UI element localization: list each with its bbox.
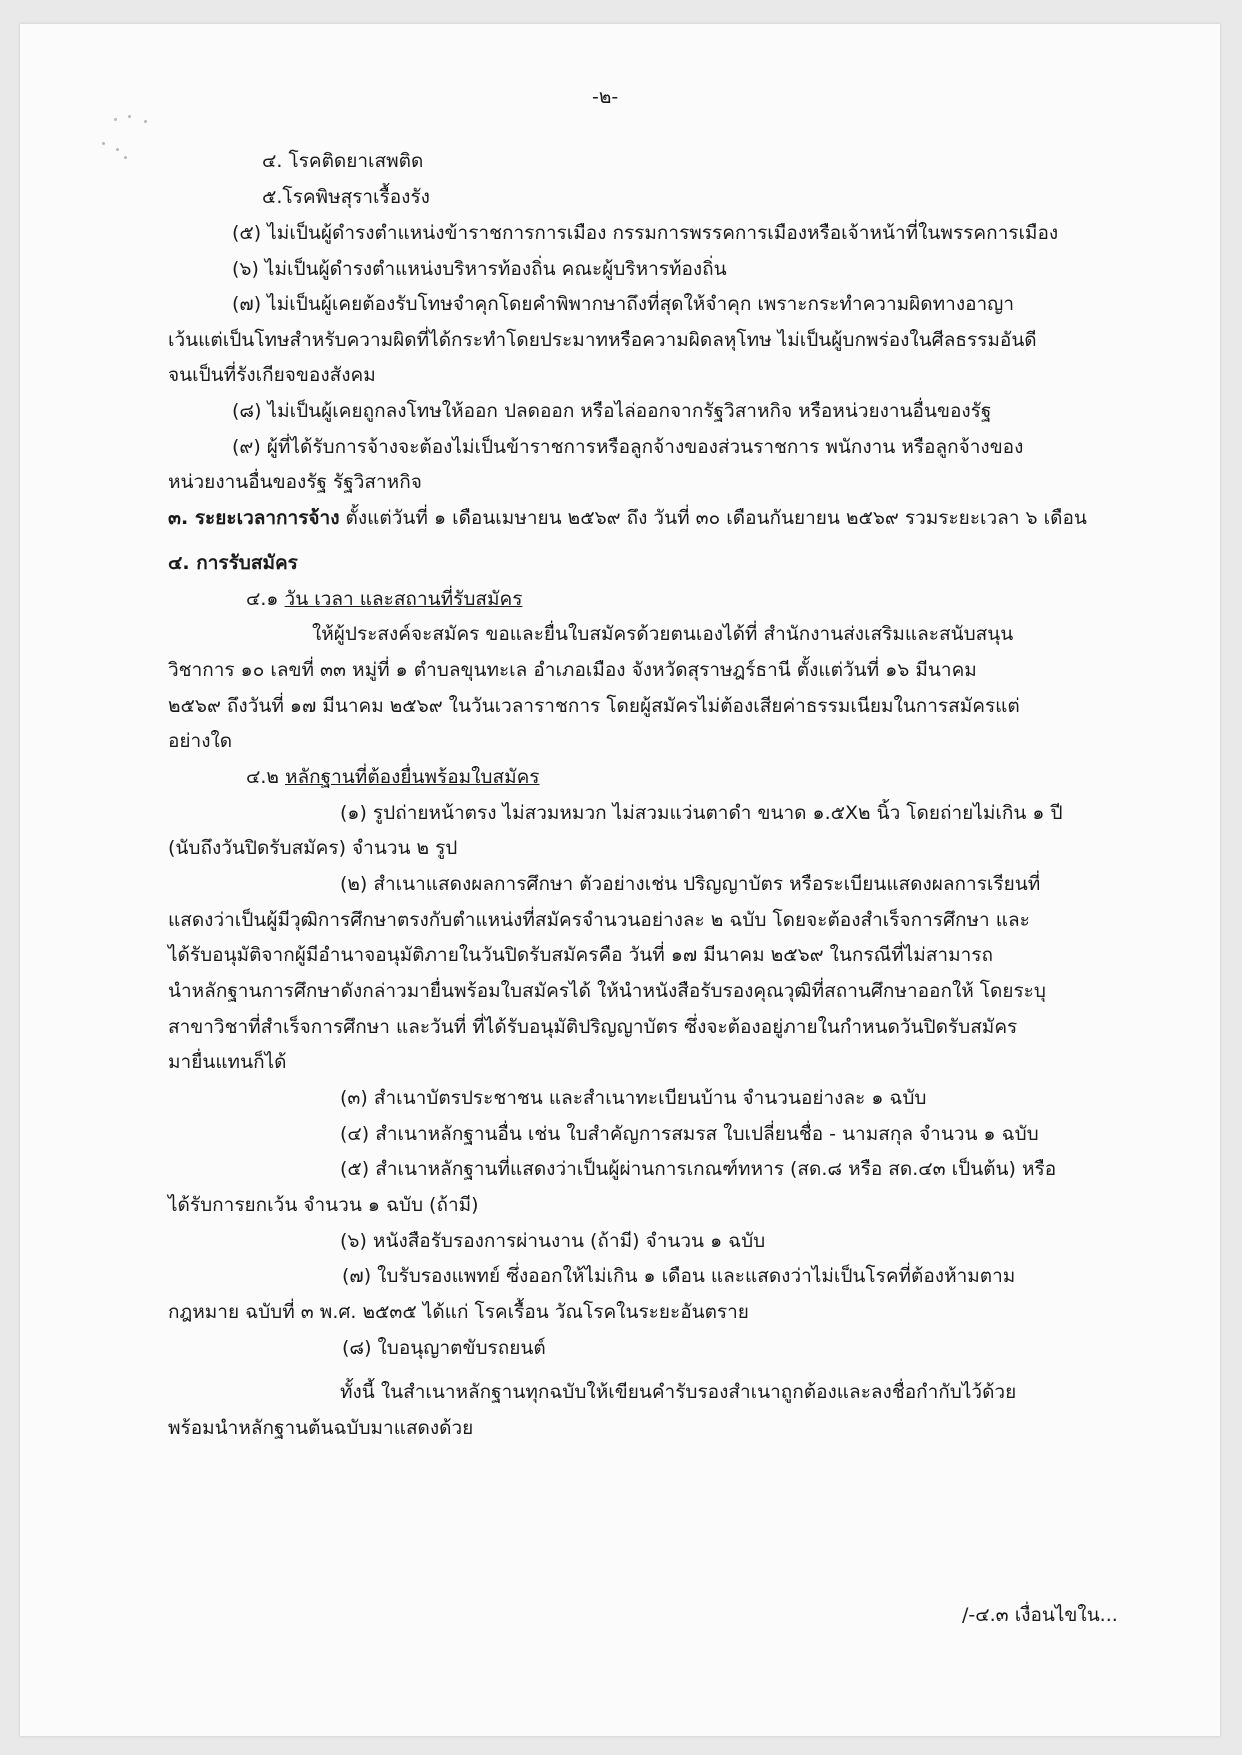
line-14: ให้ผู้ประสงค์จะสมัคร ขอและยื่นใบสมัครด้วยตนเองได้ที่ สำนักงานส่งเสริมและสนับสนุน [312,623,1014,645]
line-22: แสดงว่าเป็นผู้มีวุฒิการศึกษาตรงกับตำแหน่งที่สมัครจำนวนอย่างละ ๒ ฉบับ โดยจะต้องสำเร็จการศึกษา และ [168,909,1030,931]
line-18 [246,764,540,790]
line-20: (นับถึงวันปิดรับสมัคร) จำนวน ๒ รูป [168,837,458,859]
subsection-4-2-number: ๔.๒ [246,766,285,788]
line-3: (๕) ไม่เป็นผู้ดำรงตำแหน่งข้าราชการการเมือง กรรมการพรรคการเมืองหรือเจ้าหน้าที่ในพรรคการเมือง [232,222,1059,244]
page-number: -๒- [592,86,619,108]
section-4-heading: ๔. การรับสมัคร [168,552,298,574]
line-10: หน่วยงานอื่นของรัฐ รัฐวิสาหกิจ [168,471,422,493]
line-21: (๒) สำเนาแสดงผลการศึกษา ตัวอย่างเช่น ปริญญาบัตร หรือระเบียนแสดงผลการเรียนที่ [340,873,1041,895]
line-24: นำหลักฐานการศึกษาดังกล่าวมายื่นพร้อมใบสมัครได้ ให้นำหนังสือรับรองคุณวุฒิที่สถานศึกษาออกให้ โดยระบุ [168,980,1046,1002]
line-5: (๗) ไม่เป็นผู้เคยต้องรับโทษจำคุกโดยคำพิพากษาถึงที่สุดให้จำคุก เพราะกระทำความผิดทางอาญา [232,293,1015,315]
line-36: พร้อมนำหลักฐานต้นฉบับมาแสดงด้วย [168,1417,474,1439]
subsection-4-1-number: ๔.๑ [246,588,285,610]
continuation-note: /-๔.๓ เงื่อนไขใน... [962,1604,1118,1626]
line-26: มายื่นแทนก็ได้ [168,1051,287,1073]
line-19: (๑) รูปถ่ายหน้าตรง ไม่สวมหมวก ไม่สวมแว่นตาดำ ขนาด ๑.๕X๒ นิ้ว โดยถ่ายไม่เกิน ๑ ปี [340,802,1063,824]
line-30: ได้รับการยกเว้น จำนวน ๑ ฉบับ (ถ้ามี) [168,1194,479,1216]
line-2: ๕.โรคพิษสุราเรื้องรัง [262,186,430,208]
line-23: ได้รับอนุมัติจากผู้มีอำนาจอนุมัติภายในวันปิดรับสมัครคือ วันที่ ๑๗ มีนาคม ๒๕๖๙ ในกรณีที่ไม่สามารถ [168,944,993,966]
employment-period-heading: ๓. ระยะเวลาการจ้าง [168,507,340,529]
subsection-4-2-title: หลักฐานที่ต้องยื่นพร้อมใบสมัคร [284,766,540,788]
line-8: (๘) ไม่เป็นผู้เคยถูกลงโทษให้ออก ปลดออก หรือไล่ออกจากรัฐวิสาหกิจ หรือหน่วยงานอื่นของรัฐ [232,400,992,422]
scan-specks [110,112,170,172]
subsection-4-1-title: วัน เวลา และสถานที่รับสมัคร [284,588,523,610]
line-13 [246,586,522,612]
line-11 [168,505,1087,531]
line-9: (๙) ผู้ที่ได้รับการจ้างจะต้องไม่เป็นข้าราชการหรือลูกจ้างของส่วนราชการ พนักงาน หรือลูกจ้างของ [232,436,1024,458]
line-28: (๔) สำเนาหลักฐานอื่น เช่น ใบสำคัญการสมรส ใบเปลี่ยนชื่อ - นามสกุล จำนวน ๑ ฉบับ [340,1123,1039,1145]
document-page [20,24,1220,1736]
line-17: อย่างใด [168,730,233,752]
line-34: (๘) ใบอนุญาตขับรถยนต์ [342,1337,546,1359]
line-31: (๖) หนังสือรับรองการผ่านงาน (ถ้ามี) จำนวน ๑ ฉบับ [340,1230,766,1252]
line-25: สาขาวิชาที่สำเร็จการศึกษา และวันที่ ที่ได้รับอนุมัติปริญญาบัตร ซึ่งจะต้องอยู่ภายในกำหนดวันปิดรับสมัคร [168,1016,1018,1038]
line-1: ๔. โรคติดยาเสพติด [262,150,424,172]
line-15: วิชาการ ๑๐ เลขที่ ๓๓ หมู่ที่ ๑ ตำบลขุนทะเล อำเภอเมือง จังหวัดสุราษฎร์ธานี ตั้งแต่วันที่ ๑๖ มีนาคม [168,659,977,681]
employment-period-text: ตั้งแต่วันที่ ๑ เดือนเมษายน ๒๕๖๙ ถึง วันที่ ๓๐ เดือนกันยายน ๒๕๖๙ รวมระยะเวลา ๖ เดือน [339,507,1087,529]
line-32: (๗) ใบรับรองแพทย์ ซึ่งออกให้ไม่เกิน ๑ เดือน และแสดงว่าไม่เป็นโรคที่ต้องห้ามตาม [342,1265,1016,1287]
line-33: กฎหมาย ฉบับที่ ๓ พ.ศ. ๒๕๓๕ ได้แก่ โรคเรื้อน วัณโรคในระยะอันตราย [168,1301,749,1323]
line-35: ทั้งนี้ ในสำเนาหลักฐานทุกฉบับให้เขียนคำรับรองสำเนาถูกต้องและลงชื่อกำกับไว้ด้วย [340,1381,1017,1403]
line-16: ๒๕๖๙ ถึงวันที่ ๑๗ มีนาคม ๒๕๖๙ ในวันเวลาราชการ โดยผู้สมัครไม่ต้องเสียค่าธรรมเนียมในการสมัครแต่ [168,695,1020,717]
line-29: (๕) สำเนาหลักฐานที่แสดงว่าเป็นผู้ผ่านการเกณฑ์ทหาร (สด.๘ หรือ สด.๔๓ เป็นต้น) หรือ [340,1158,1057,1180]
line-27: (๓) สำเนาบัตรประชาชน และสำเนาทะเบียนบ้าน จำนวนอย่างละ ๑ ฉบับ [340,1087,927,1109]
line-7: จนเป็นที่รังเกียจของสังคม [168,364,376,386]
line-6: เว้นแต่เป็นโทษสำหรับความผิดที่ได้กระทำโดยประมาทหรือความผิดลหุโทษ ไม่เป็นผู้บกพร่องในศีลธรรมอันดี [168,329,1037,351]
line-4: (๖) ไม่เป็นผู้ดำรงตำแหน่งบริหารท้องถิ่น คณะผู้บริหารท้องถิ่น [232,258,727,280]
